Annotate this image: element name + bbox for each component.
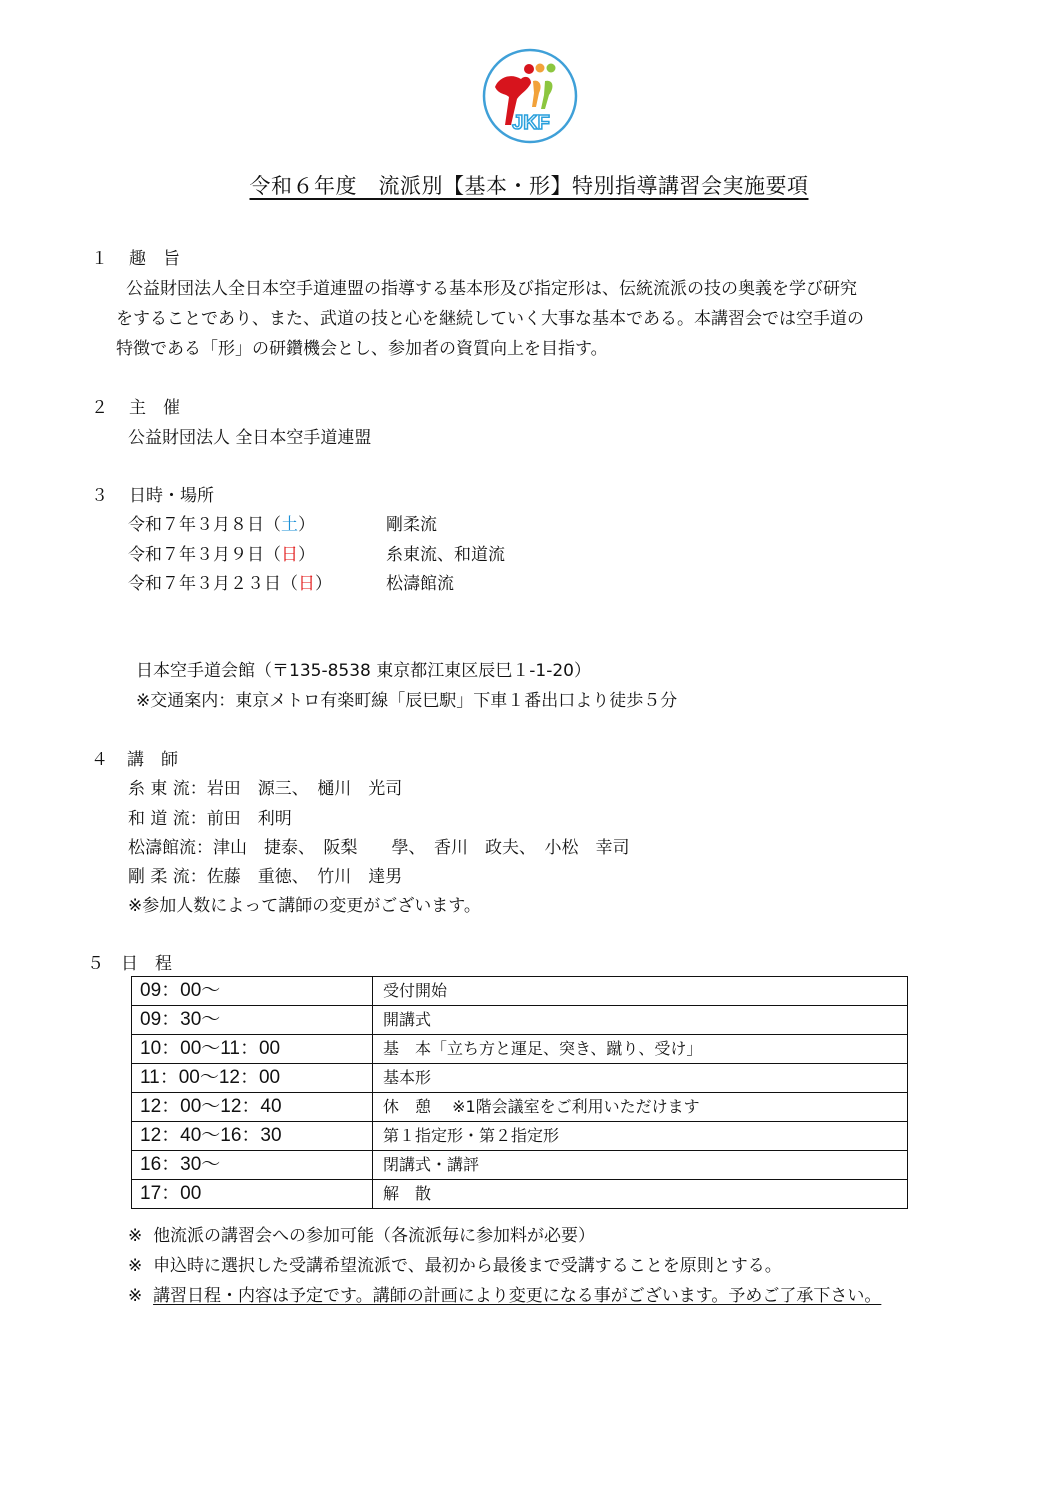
section-schedule-heading: ５ 日 程 — [87, 954, 172, 974]
table-row — [132, 1180, 908, 1209]
weekday-sunday: 日 — [281, 545, 298, 565]
table-row — [132, 1093, 908, 1122]
purpose-line-1: 公益財団法人全日本空手道連盟の指導する基本形及び指定形は、伝統流派の技の奥義を学び研究 — [126, 279, 857, 299]
date-row-3-style: 松濤館流 — [386, 574, 454, 594]
jkf-logo — [481, 47, 579, 145]
schedule-time: 10：00～11：00 — [132, 1035, 373, 1064]
table-row — [132, 977, 908, 1006]
schedule-desc: 第１指定形・第２指定形 — [373, 1122, 908, 1151]
section-instructors-heading: ４ 講 師 — [91, 750, 178, 770]
schedule-note: ※ 他流派の講習会への参加可能（各流派毎に参加料が必要） — [128, 1226, 596, 1246]
schedule-table — [131, 976, 908, 1209]
schedule-desc: 基 本「立ち方と運足、突き、蹴り、受け」 — [373, 1035, 908, 1064]
date-row-1-style: 剛柔流 — [386, 515, 437, 535]
schedule-desc: 閉講式・講評 — [373, 1151, 908, 1180]
organizer-name: 公益財団法人 全日本空手道連盟 — [128, 428, 372, 448]
weekday-saturday: 土 — [281, 515, 298, 535]
schedule-desc: 受付開始 — [373, 977, 908, 1006]
instructor-row: 松濤館流：津山 捷泰、 阪梨 學、 香川 政夫、 小松 幸司 — [128, 838, 630, 858]
schedule-desc: 基本形 — [373, 1064, 908, 1093]
schedule-time: 09：30～ — [132, 1006, 373, 1035]
purpose-line-2: をすることであり、また、武道の技と心を継続していく大事な基本である。本講習会では空手道の — [116, 309, 864, 329]
instructor-row: 剛 柔 流：佐藤 重徳、 竹川 達男 — [128, 867, 403, 887]
schedule-note: ※ 申込時に選択した受講希望流派で、最初から最後まで受講することを原則とする。 — [128, 1256, 782, 1276]
table-row — [132, 1151, 908, 1180]
schedule-time: 17：00 — [132, 1180, 373, 1209]
instructor-row: 糸 東 流：岩田 源三、 樋川 光司 — [128, 779, 403, 799]
table-row — [132, 1035, 908, 1064]
schedule-note: ※ 講習日程・内容は予定です。講師の計画により変更になる事がございます。予めご了承下さい。 — [128, 1286, 882, 1306]
table-row — [132, 1006, 908, 1035]
instructors-note: ※参加人数によって講師の変更がございます。 — [128, 896, 481, 916]
date-row-1: 令和７年３月８日（土） — [128, 515, 315, 535]
schedule-time: 09：00～ — [132, 977, 373, 1006]
page-title: 令和６年度 流派別【基本・形】特別指導講習会実施要項 — [249, 174, 809, 198]
schedule-time: 16：30～ — [132, 1151, 373, 1180]
date-row-3: 令和７年３月２３日（日） — [128, 574, 332, 594]
schedule-desc: 休 憩 ※1階会議室をご利用いただけます — [373, 1093, 908, 1122]
section-datetime-heading: ３ 日時・場所 — [91, 486, 214, 506]
schedule-time: 11：00～12：00 — [132, 1064, 373, 1093]
schedule-desc: 解 散 — [373, 1180, 908, 1209]
schedule-time: 12：40～16：30 — [132, 1122, 373, 1151]
section-organizer-heading: ２ 主 催 — [91, 398, 180, 418]
venue-address: 日本空手道会館（〒135-8538 東京都江東区辰巳１-1-20） — [136, 661, 591, 681]
date-row-2-style: 糸東流、和道流 — [386, 545, 505, 565]
jkf-logo-icon — [481, 47, 579, 145]
table-row — [132, 1064, 908, 1093]
table-row — [132, 1122, 908, 1151]
instructor-row: 和 道 流：前田 利明 — [128, 809, 292, 829]
schedule-desc: 開講式 — [373, 1006, 908, 1035]
section-purpose-heading: １ 趣 旨 — [91, 249, 180, 269]
weekday-sunday: 日 — [298, 574, 315, 594]
access-info: ※交通案内：東京メトロ有楽町線「辰巳駅」下車１番出口より徒歩５分 — [136, 691, 678, 711]
purpose-line-3: 特徴である「形」の研鑽機会とし、参加者の資質向上を目指す。 — [116, 339, 608, 359]
schedule-time: 12：00～12：40 — [132, 1093, 373, 1122]
logo-text: JKF — [512, 112, 550, 134]
date-row-2: 令和７年３月９日（日） — [128, 545, 315, 565]
